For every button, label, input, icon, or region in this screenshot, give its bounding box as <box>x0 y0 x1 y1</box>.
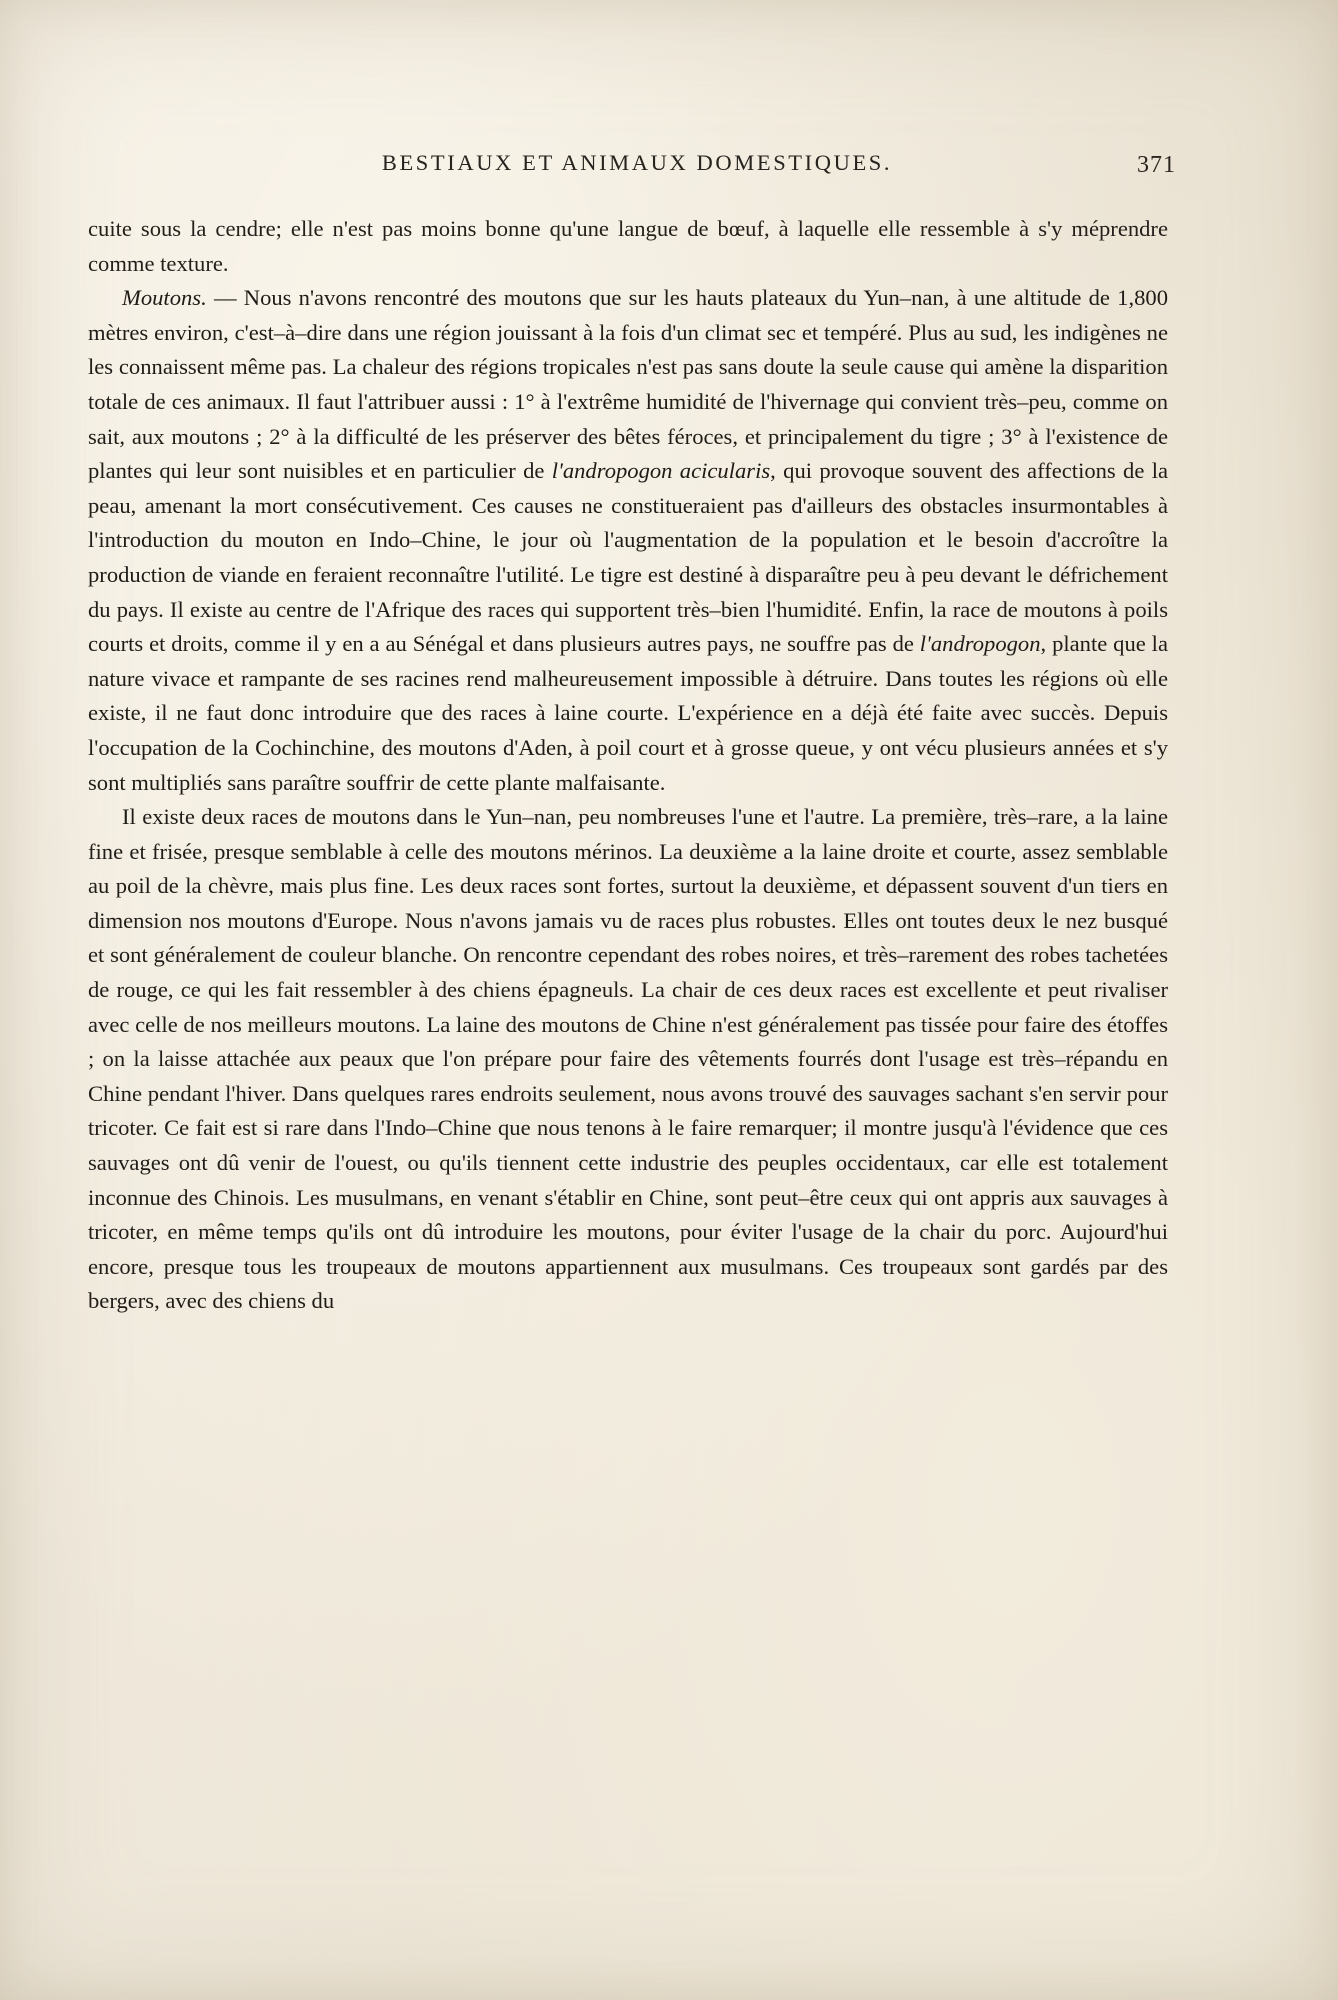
species-name-andropogon: l'andropogon <box>919 631 1041 657</box>
em-dash: — <box>206 285 244 311</box>
paragraph-text-part-1: Nous n'avons rencontré des moutons que sur les hauts plateaux du Yun–nan, à une altitude de 1,800 mètres environ, c'est–à–dire dans une région jouissant à la fois d'un climat sec et tempéré. Plus au sud, les indigènes ne les connaissent même pas. La chaleur des régions tropicales n'est pas sans doute la seule cause qui amène la disparition totale de ces animaux. Il faut l'attribuer aussi : 1° à l'extrême humidité de l'hivernage qui convient très–peu, comme on sait, aux moutons ; 2° à la difficulté de les préserver des bêtes féroces, et principalement du tigre ; 3° à l'existence de plantes qui leur sont nuisibles et en particulier de <box>88 285 1168 484</box>
paragraph-continuation <box>88 212 1168 281</box>
section-lead-in: Moutons. <box>122 285 207 311</box>
page-content <box>88 150 1176 1319</box>
paragraph-text: cuite sous la cendre; elle n'est pas moins bonne qu'une langue de bœuf, à laquelle elle ressemble à s'y méprendre comme texture. <box>88 216 1168 276</box>
species-name-acicularis: l'andropogon acicularis <box>551 458 771 484</box>
paragraph-two-races <box>88 800 1168 1319</box>
page-header <box>88 150 1176 190</box>
paragraph-text: Il existe deux races de moutons dans le Yun–nan, peu nombreuses l'une et l'autre. La première, très–rare, a la laine fine et frisée, presque semblable à celle des moutons mérinos. La deuxième a la laine droite et courte, assez semblable au poil de la chèvre, mais plus fine. Les deux races sont fortes, surtout la deuxième, et dépassent souvent d'un tiers en dimension nos moutons d'Europe. Nous n'avons jamais vu de races plus robustes. Elles ont toutes deux le nez busqué et sont généralement de couleur blanche. On rencontre cependant des robes noires, et très–rarement des robes tachetées de rouge, ce qui les fait ressembler à des chiens épagneuls. La chair de ces deux races est excellente et peut rivaliser avec celle de nos meilleurs moutons. La laine des moutons de Chine n'est généralement pas tissée pour faire des étoffes ; on la laisse attachée aux peaux que l'on prépare pour faire des vêtements fourrés dont l'usage est très–répandu en Chine pendant l'hiver. Dans quelques rares endroits seulement, nous avons trouvé des sauvages sachant s'en servir pour tricoter. Ce fait est si rare dans l'Indo–Chine que nous tenons à le faire remarquer; il montre jusqu'à l'évidence que ces sauvages ont dû venir de l'ouest, ou qu'ils tiennent cette industrie des peuples occidentaux, car elle est totalement inconnue des Chinois. Les musulmans, en venant s'établir en Chine, sont peut–être ceux qui ont appris aux sauvages à tricoter, en même temps qu'ils ont dû introduire les moutons, pour éviter l'usage de la chair du porc. Aujourd'hui encore, presque tous les troupeaux de moutons appartiennent aux musulmans. Ces troupeaux sont gardés par des bergers, avec des chiens du <box>88 804 1168 1314</box>
running-head: BESTIAUX ET ANIMAUX DOMESTIQUES. <box>381 150 893 175</box>
page-number: 371 <box>1137 152 1176 178</box>
body-text <box>88 212 1168 1319</box>
paragraph-text-part-2: , qui provoque souvent des affections de la peau, amenant la mort consécutivement. Ces causes ne constitueraient pas d'ailleurs des obstacles insurmontables à l'introduction du mouton en Indo–Chine, le jour où l'augmentation de la population et le besoin d'accroître la production de viande en feraient reconnaître l'utilité. Le tigre est destiné à disparaître peu à peu devant le défrichement du pays. Il existe au centre de l'Afrique des races qui supportent très–bien l'humidité. Enfin, la race de moutons à poils courts et droits, comme il y en a au Sénégal et dans plusieurs autres pays, ne souffre pas de <box>88 458 1169 657</box>
paragraph-moutons <box>88 281 1168 800</box>
paragraph-text-part-3: , plante que la nature vivace et rampante de ses racines rend malheureusement impossible à détruire. Dans toutes les régions où elle existe, il ne faut donc introduire que des races à laine courte. L'expérience en a déjà été faite avec succès. Depuis l'occupation de la Cochinchine, des moutons d'Aden, à poil court et à grosse queue, y ont vécu plusieurs années et s'y sont multipliés sans paraître souffrir de cette plante malfaisante. <box>88 631 1168 795</box>
